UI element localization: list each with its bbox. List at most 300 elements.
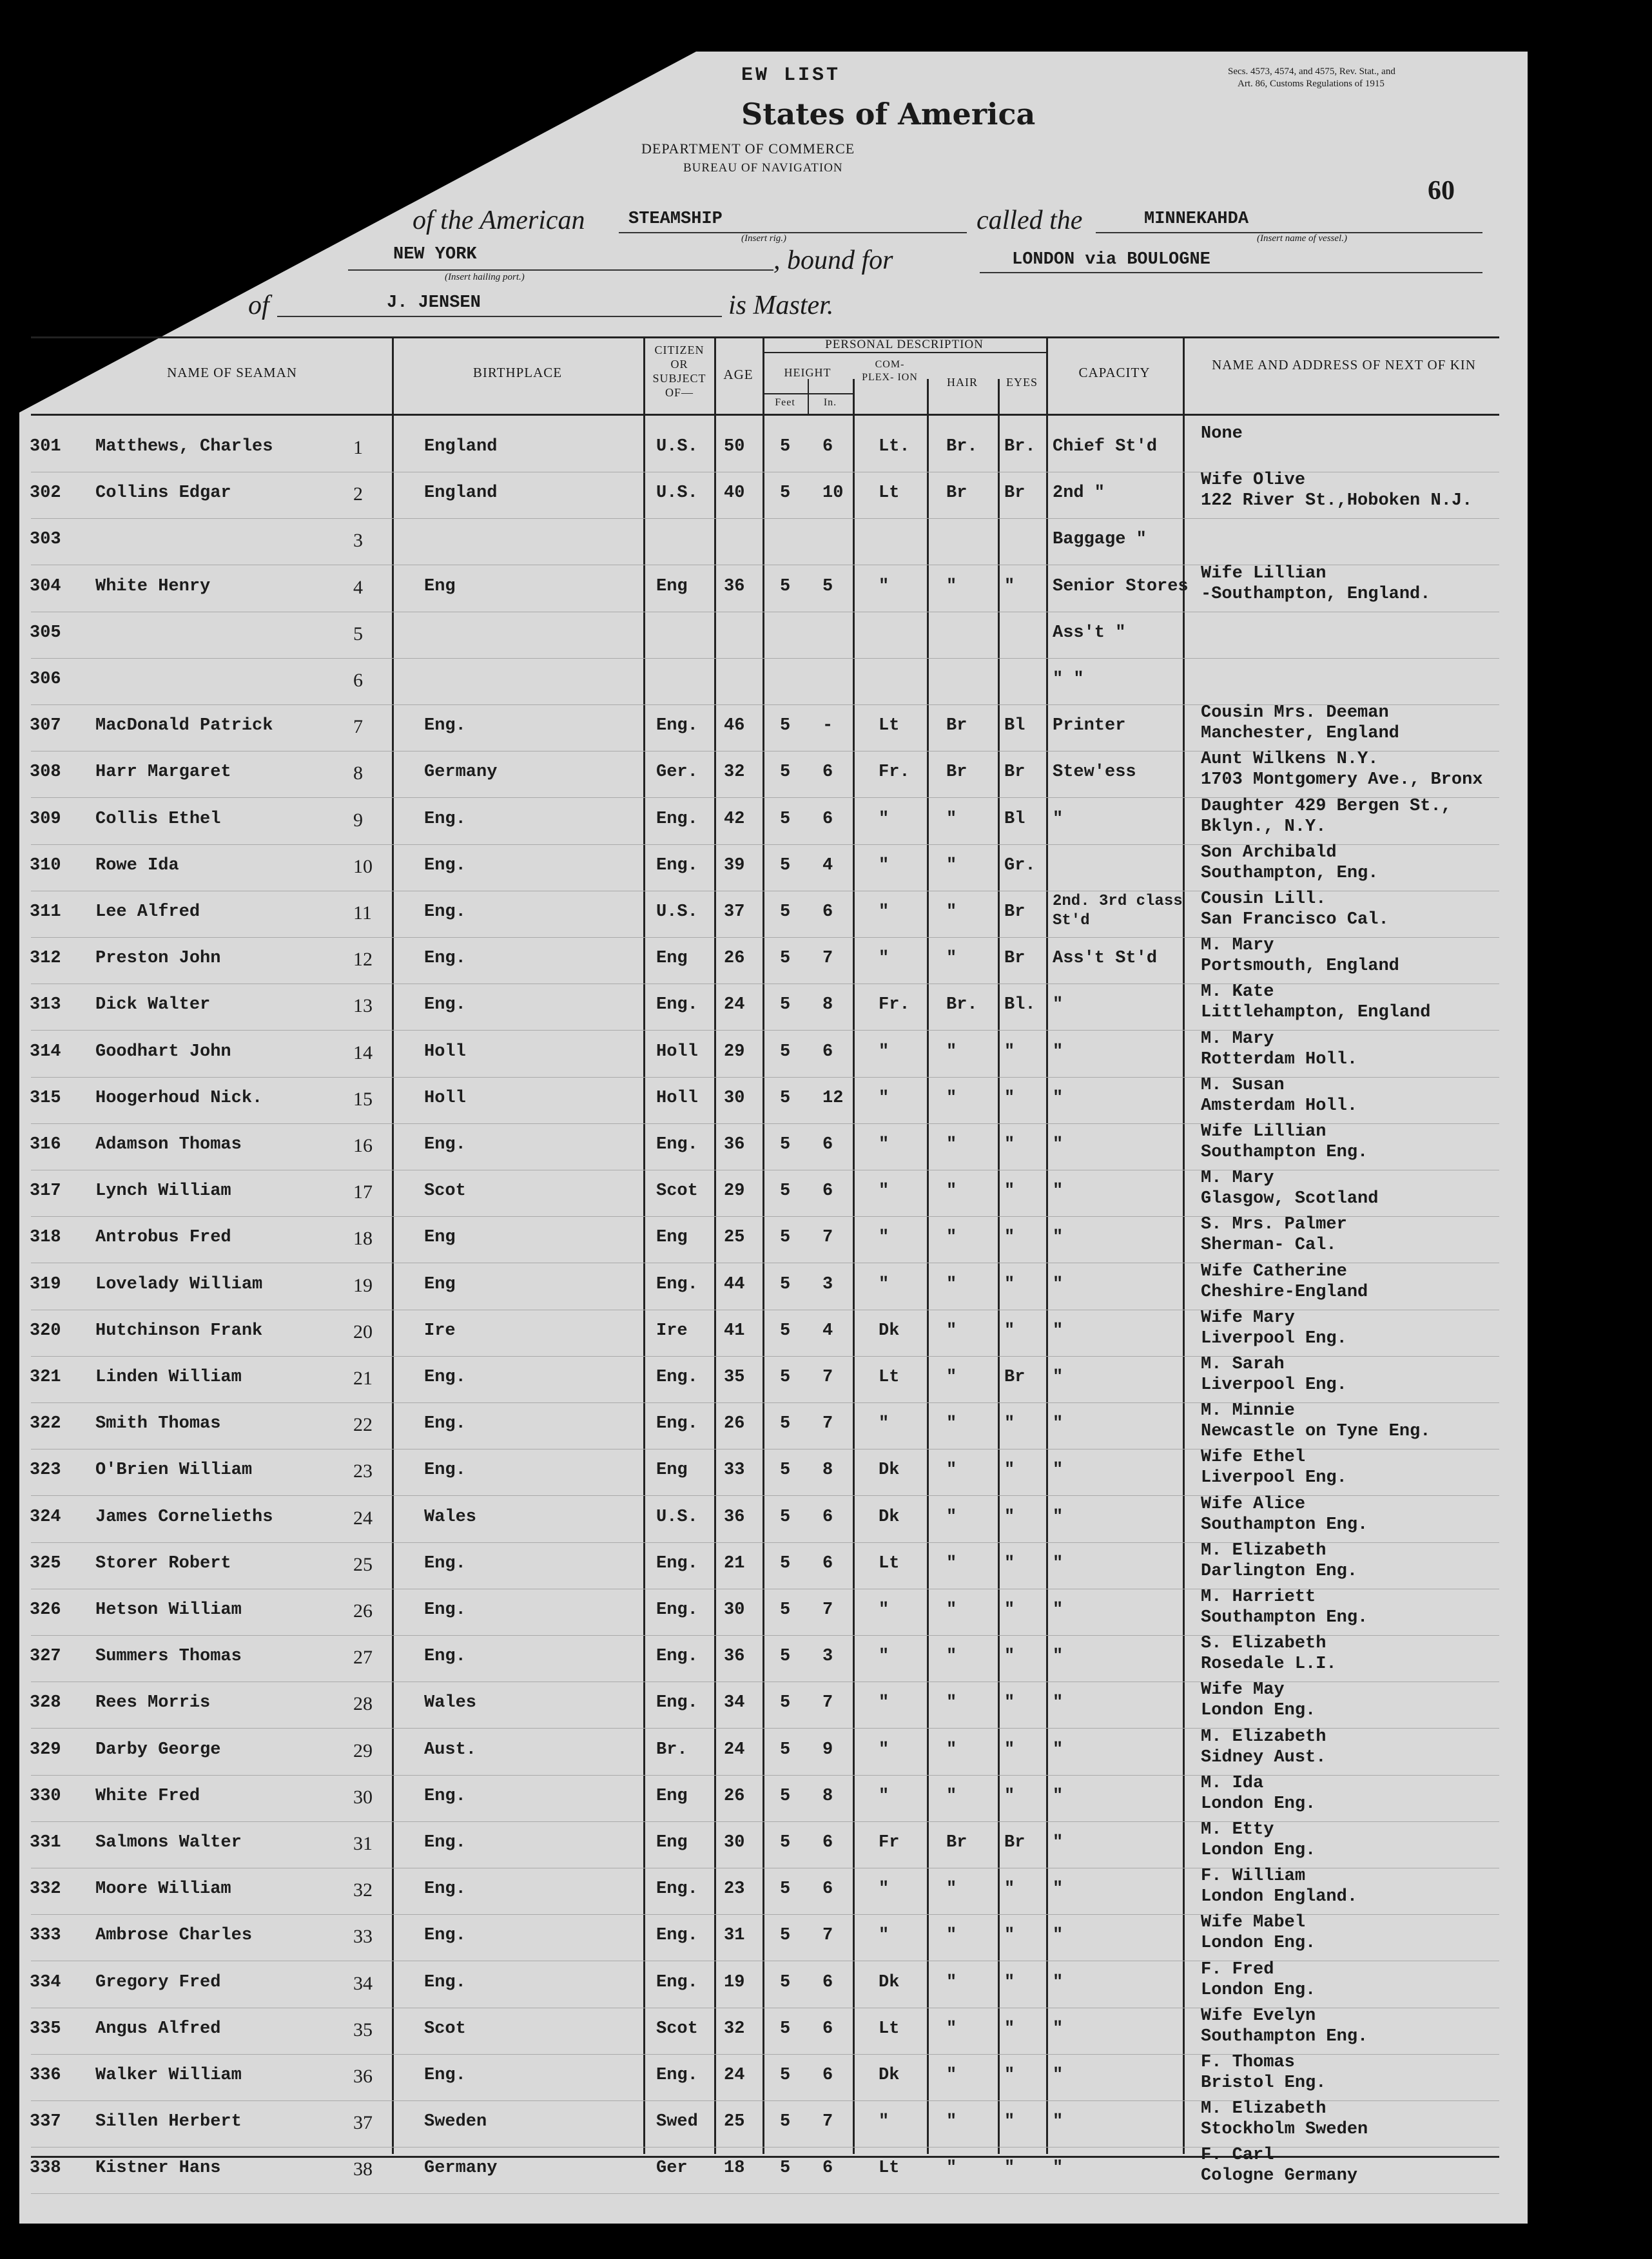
cell-kin-name: Cousin Mrs. Deeman xyxy=(1201,703,1389,723)
cell-num: 335 xyxy=(30,2019,61,2039)
cell-hair: " xyxy=(946,1228,957,1248)
cell-birth: Eng. xyxy=(424,1879,466,1899)
cell-hair: " xyxy=(946,1647,957,1667)
cell-line: 2 xyxy=(353,483,363,505)
cell-line: 7 xyxy=(353,716,363,738)
cell-eyes: Br xyxy=(1004,1368,1025,1387)
table-row xyxy=(31,1356,1499,1403)
cell-hair: " xyxy=(946,2158,957,2178)
hailing-hint: (Insert hailing port.) xyxy=(445,272,525,282)
cell-comp: " xyxy=(879,1693,889,1713)
cell-eyes: Br xyxy=(1004,949,1025,969)
cell-cit: Eng xyxy=(656,576,688,596)
cell-cap: " xyxy=(1053,2019,1064,2039)
cell-hair: " xyxy=(946,1274,957,1294)
cell-hair: " xyxy=(946,1414,957,1434)
cell-in: - xyxy=(822,716,833,736)
cell-hair: Br. xyxy=(946,995,978,1015)
cell-kin-address: Bristol Eng. xyxy=(1201,2073,1326,2093)
cell-age: 39 xyxy=(724,855,745,875)
cell-name: Adamson Thomas xyxy=(95,1135,242,1154)
cell-cit: Eng. xyxy=(656,2066,698,2085)
table-row xyxy=(31,1682,1499,1729)
cell-kin-address: London Eng. xyxy=(1201,1794,1316,1814)
cell-age: 19 xyxy=(724,1972,745,1992)
cell-cap: " xyxy=(1053,1321,1064,1341)
cell-in: 7 xyxy=(822,1693,833,1713)
cell-kin-address: Cheshire-England xyxy=(1201,1282,1368,1302)
cell-cit: Eng. xyxy=(656,1135,698,1154)
cell-comp: Lt xyxy=(879,716,900,736)
table-row xyxy=(31,1821,1499,1868)
cell-cit: Eng. xyxy=(656,1600,698,1620)
cell-cit: Eng xyxy=(656,1228,688,1248)
cell-in: 7 xyxy=(822,2112,833,2132)
table-row xyxy=(31,891,1499,938)
cell-eyes: " xyxy=(1004,1879,1015,1899)
cell-num: 313 xyxy=(30,995,61,1015)
cell-ft: 5 xyxy=(780,1600,791,1620)
cell-cit: Eng. xyxy=(656,1693,698,1713)
cell-line: 32 xyxy=(353,1879,373,1901)
cell-line: 27 xyxy=(353,1647,373,1669)
table-row xyxy=(31,612,1499,659)
cell-cap: " xyxy=(1053,1879,1064,1899)
cell-ft: 5 xyxy=(780,716,791,736)
cell-name: White Fred xyxy=(95,1786,200,1806)
table-row xyxy=(31,1402,1499,1449)
cell-cap: " xyxy=(1053,1926,1064,1946)
cell-age: 30 xyxy=(724,1088,745,1108)
cell-kin-name: F. Thomas xyxy=(1201,2053,1295,2072)
cell-hair: " xyxy=(946,949,957,969)
cell-cit: Eng xyxy=(656,1786,688,1806)
cell-hair: " xyxy=(946,1507,957,1527)
cell-kin-address: Amsterdam Holl. xyxy=(1201,1096,1358,1116)
cell-cap: " xyxy=(1053,2158,1064,2178)
cell-num: 301 xyxy=(30,437,61,456)
cell-birth: Eng. xyxy=(424,1926,466,1946)
cell-cit: Swed xyxy=(656,2112,698,2132)
cell-birth: England xyxy=(424,483,498,503)
cell-kin-name: M. Etty xyxy=(1201,1820,1274,1839)
cell-age: 34 xyxy=(724,1693,745,1713)
department-heading: DEPARTMENT OF COMMERCE xyxy=(641,141,855,157)
cell-birth: Aust. xyxy=(424,1740,477,1760)
table-row xyxy=(31,1868,1499,1915)
cell-ft: 5 xyxy=(780,1368,791,1387)
cell-name: MacDonald Patrick xyxy=(95,716,273,736)
cell-comp: Lt xyxy=(879,2019,900,2039)
cell-eyes: " xyxy=(1004,1926,1015,1946)
cell-num: 337 xyxy=(30,2112,61,2132)
cell-ft: 5 xyxy=(780,2158,791,2178)
cell-in: 7 xyxy=(822,1228,833,1248)
cell-kin-name: M. Mary xyxy=(1201,1168,1274,1188)
cell-comp: " xyxy=(879,1926,889,1946)
cell-line: 13 xyxy=(353,995,373,1017)
table-row xyxy=(31,472,1499,519)
table-row xyxy=(31,1496,1499,1543)
cell-kin-address: Bklyn., N.Y. xyxy=(1201,817,1326,837)
cell-age: 36 xyxy=(724,1135,745,1154)
cell-in: 7 xyxy=(822,1368,833,1387)
cell-birth: Eng. xyxy=(424,1833,466,1852)
cell-ft: 5 xyxy=(780,1879,791,1899)
cell-num: 311 xyxy=(30,902,61,922)
cell-cit: U.S. xyxy=(656,437,698,456)
cell-name: Angus Alfred xyxy=(95,2019,221,2039)
table-row xyxy=(31,1031,1499,1078)
cell-in: 6 xyxy=(822,1972,833,1992)
cell-birth: Eng. xyxy=(424,1786,466,1806)
col-citizen: CITIZEN OR SUBJECT OF— xyxy=(652,344,706,399)
cell-hair: Br. xyxy=(946,437,978,456)
cell-in: 12 xyxy=(822,1088,844,1108)
cell-age: 32 xyxy=(724,2019,745,2039)
cell-eyes: " xyxy=(1004,1693,1015,1713)
cell-num: 324 xyxy=(30,1507,61,1527)
cell-name: Preston John xyxy=(95,949,221,969)
cell-birth: Eng. xyxy=(424,809,466,829)
cell-line: 21 xyxy=(353,1368,373,1389)
cell-cit: Eng. xyxy=(656,716,698,736)
cell-eyes: " xyxy=(1004,2158,1015,2178)
cell-eyes: Br xyxy=(1004,902,1025,922)
cell-name: Lynch William xyxy=(95,1181,231,1201)
cell-kin-address: 122 River St.,Hoboken N.J. xyxy=(1201,491,1473,511)
cell-comp: Fr. xyxy=(879,762,910,782)
cell-num: 334 xyxy=(30,1972,61,1992)
cell-ft: 5 xyxy=(780,1274,791,1294)
cell-cap: " xyxy=(1053,1274,1064,1294)
cell-birth: Scot xyxy=(424,2019,466,2039)
cell-ft: 5 xyxy=(780,483,791,503)
cell-hair: " xyxy=(946,1321,957,1341)
cell-hair: " xyxy=(946,1088,957,1108)
cell-line: 14 xyxy=(353,1042,373,1063)
cell-eyes: " xyxy=(1004,1088,1015,1108)
cell-name: Lovelady William xyxy=(95,1274,263,1294)
cell-num: 319 xyxy=(30,1274,61,1294)
cell-name: Rowe Ida xyxy=(95,855,179,875)
cell-line: 18 xyxy=(353,1228,373,1250)
cell-cap: " xyxy=(1053,1600,1064,1620)
cell-eyes: " xyxy=(1004,2019,1015,2039)
cell-num: 304 xyxy=(30,576,61,596)
cell-num: 315 xyxy=(30,1088,61,1108)
table-row xyxy=(31,1914,1499,1961)
cell-kin-name: S. Elizabeth xyxy=(1201,1634,1326,1654)
cell-kin-name: F. Fred xyxy=(1201,1959,1274,1979)
cell-eyes: Br xyxy=(1004,483,1025,503)
cell-line: 6 xyxy=(353,670,363,691)
cell-ft: 5 xyxy=(780,1786,791,1806)
cell-birth: Ire xyxy=(424,1321,456,1341)
cell-comp: Lt xyxy=(879,1368,900,1387)
cell-name: Dick Walter xyxy=(95,995,211,1015)
cell-cap: " xyxy=(1053,1042,1064,1062)
cell-num: 308 xyxy=(30,762,61,782)
cell-comp: " xyxy=(879,1879,889,1899)
cell-line: 8 xyxy=(353,762,363,784)
cell-cit: Holl xyxy=(656,1042,698,1062)
col-birthplace: BIRTHPLACE xyxy=(472,365,563,380)
cell-kin-name: Wife Lillian xyxy=(1201,563,1326,583)
cell-cit: Eng. xyxy=(656,1274,698,1294)
cell-cap: " xyxy=(1053,2066,1064,2085)
cell-comp: Dk xyxy=(879,1460,900,1480)
cell-line: 25 xyxy=(353,1553,373,1575)
cell-age: 31 xyxy=(724,1926,745,1946)
cell-kin-name: M. Mary xyxy=(1201,1029,1274,1049)
cell-name: Rees Morris xyxy=(95,1693,211,1713)
cell-in: 6 xyxy=(822,1042,833,1062)
cell-kin-name: M. Ida xyxy=(1201,1773,1264,1793)
cell-num: 326 xyxy=(30,1600,61,1620)
cell-comp: Lt xyxy=(879,2158,900,2178)
cell-num: 320 xyxy=(30,1321,61,1341)
cell-hair: Br xyxy=(946,716,967,736)
cell-cit: U.S. xyxy=(656,1507,698,1527)
cell-age: 35 xyxy=(724,1368,745,1387)
cell-hair: Br xyxy=(946,483,967,503)
cell-hair: " xyxy=(946,576,957,596)
cell-age: 44 xyxy=(724,1274,745,1294)
cell-birth: Eng. xyxy=(424,949,466,969)
cell-in: 6 xyxy=(822,902,833,922)
cell-comp: " xyxy=(879,1274,889,1294)
cell-comp: " xyxy=(879,809,889,829)
cell-eyes: Gr. xyxy=(1004,855,1036,875)
cell-kin-address: Southampton Eng. xyxy=(1201,2026,1368,2046)
cell-hair: " xyxy=(946,1879,957,1899)
table-row xyxy=(31,1775,1499,1822)
cell-in: 4 xyxy=(822,855,833,875)
cell-ft: 5 xyxy=(780,576,791,596)
cell-line: 36 xyxy=(353,2066,373,2087)
cell-line: 35 xyxy=(353,2019,373,2041)
cell-comp: Lt xyxy=(879,1553,900,1573)
cell-cit: Scot xyxy=(656,1181,698,1201)
cell-line: 16 xyxy=(353,1135,373,1156)
cell-comp: " xyxy=(879,855,889,875)
cell-eyes: Br xyxy=(1004,1833,1025,1852)
cell-in: 4 xyxy=(822,1321,833,1341)
cell-age: 24 xyxy=(724,1740,745,1760)
is-master-label: is Master. xyxy=(728,291,834,320)
cell-kin-name: M. Harriett xyxy=(1201,1587,1316,1607)
cell-kin-name: Wife Evelyn xyxy=(1201,2006,1316,2026)
cell-line: 9 xyxy=(353,809,363,831)
table-row xyxy=(31,518,1499,565)
cell-kin-name: Wife Catherine xyxy=(1201,1261,1347,1281)
cell-age: 26 xyxy=(724,949,745,969)
cell-ft: 5 xyxy=(780,1972,791,1992)
cell-ft: 5 xyxy=(780,762,791,782)
cell-line: 17 xyxy=(353,1181,373,1203)
cell-cit: Eng. xyxy=(656,809,698,829)
cell-age: 26 xyxy=(724,1414,745,1434)
cell-age: 30 xyxy=(724,1600,745,1620)
cell-kin-address: Littlehampton, England xyxy=(1201,1003,1431,1023)
cell-eyes: " xyxy=(1004,1647,1015,1667)
col-name-of-seaman: NAME OF SEAMAN xyxy=(167,365,297,380)
cell-cap: " xyxy=(1053,1507,1064,1527)
of-the-american-label: of the American xyxy=(413,206,585,235)
cell-eyes: Bl. xyxy=(1004,995,1036,1015)
cell-kin-name: Daughter 429 Bergen St., xyxy=(1201,796,1452,816)
hailing-port: NEW YORK xyxy=(393,245,477,264)
table-row xyxy=(31,1542,1499,1589)
cell-birth: Holl xyxy=(424,1088,466,1108)
cell-eyes: " xyxy=(1004,1786,1015,1806)
cell-age: 42 xyxy=(724,809,745,829)
cell-kin-address: Newcastle on Tyne Eng. xyxy=(1201,1422,1431,1442)
cell-birth: Sweden xyxy=(424,2112,487,2132)
cell-comp: Fr. xyxy=(879,995,910,1015)
cell-in: 7 xyxy=(822,949,833,969)
cell-age: 25 xyxy=(724,2112,745,2132)
table-row xyxy=(31,937,1499,984)
cell-eyes: " xyxy=(1004,1740,1015,1760)
cell-num: 325 xyxy=(30,1553,61,1573)
cell-hair: " xyxy=(946,1181,957,1201)
cell-in: 6 xyxy=(822,1553,833,1573)
table-row xyxy=(31,2100,1499,2148)
cell-in: 3 xyxy=(822,1647,833,1667)
statute-reference: Secs. 4573, 4574, and 4575, Rev. Stat., and xyxy=(1228,66,1395,77)
cell-num: 302 xyxy=(30,483,61,503)
cell-ft: 5 xyxy=(780,902,791,922)
cell-in: 6 xyxy=(822,2158,833,2178)
cell-line: 24 xyxy=(353,1507,373,1529)
cell-cap: " xyxy=(1053,1228,1064,1248)
cell-cap: " xyxy=(1053,1088,1064,1108)
cell-hair: " xyxy=(946,1042,957,1062)
cell-hair: " xyxy=(946,855,957,875)
cell-birth: Eng. xyxy=(424,1460,466,1480)
cell-ft: 5 xyxy=(780,1460,791,1480)
cell-birth: Eng. xyxy=(424,1972,466,1992)
cell-age: 41 xyxy=(724,1321,745,1341)
cell-num: 336 xyxy=(30,2066,61,2085)
cell-num: 318 xyxy=(30,1228,61,1248)
cell-age: 36 xyxy=(724,576,745,596)
cell-birth: Wales xyxy=(424,1693,477,1713)
cell-eyes: " xyxy=(1004,1228,1015,1248)
cell-name: Walker William xyxy=(95,2066,242,2085)
bureau-heading: BUREAU OF NAVIGATION xyxy=(683,161,843,175)
cell-in: 7 xyxy=(822,1600,833,1620)
cell-birth: Eng. xyxy=(424,1135,466,1154)
cell-ft: 5 xyxy=(780,995,791,1015)
cell-age: 29 xyxy=(724,1181,745,1201)
cell-birth: Eng. xyxy=(424,995,466,1015)
cell-hair: " xyxy=(946,1740,957,1760)
cell-hair: " xyxy=(946,1693,957,1713)
cell-age: 21 xyxy=(724,1553,745,1573)
cell-cit: Eng. xyxy=(656,1368,698,1387)
cell-ft: 5 xyxy=(780,2112,791,2132)
called-the-label: called the xyxy=(977,206,1083,235)
cell-num: 309 xyxy=(30,809,61,829)
cell-comp: " xyxy=(879,1042,889,1062)
cell-name: Darby George xyxy=(95,1740,221,1760)
cell-ft: 5 xyxy=(780,1507,791,1527)
cell-cit: Scot xyxy=(656,2019,698,2039)
cell-cap: Chief St'd xyxy=(1053,437,1158,456)
cell-cap: Ass't St'd xyxy=(1053,949,1158,969)
cell-birth: Eng. xyxy=(424,1647,466,1667)
table-row xyxy=(31,2054,1499,2101)
cell-kin-address: London Eng. xyxy=(1201,1841,1316,1860)
vessel-hint: (Insert name of vessel.) xyxy=(1257,233,1347,244)
cell-hair: " xyxy=(946,1600,957,1620)
cell-eyes: Bl xyxy=(1004,809,1025,829)
cell-kin-address: Manchester, England xyxy=(1201,724,1399,744)
cell-hair: " xyxy=(946,809,957,829)
cell-age: 25 xyxy=(724,1228,745,1248)
cell-hair: " xyxy=(946,902,957,922)
cell-hair: Br xyxy=(946,762,967,782)
cell-comp: " xyxy=(879,1135,889,1154)
cell-name: Lee Alfred xyxy=(95,902,200,922)
cell-cit: Eng. xyxy=(656,995,698,1015)
cell-cit: Eng. xyxy=(656,1647,698,1667)
cell-birth: Eng. xyxy=(424,855,466,875)
cell-cap: " xyxy=(1053,2112,1064,2132)
cell-comp: " xyxy=(879,1088,889,1108)
statute-reference-2: Art. 86, Customs Regulations of 1915 xyxy=(1238,79,1385,89)
cell-cap: " xyxy=(1053,1553,1064,1573)
cell-cit: Eng. xyxy=(656,1879,698,1899)
of-label: of xyxy=(248,291,269,320)
cell-cap: 2nd. 3rd class St'd xyxy=(1053,893,1183,929)
cell-age: 26 xyxy=(724,1786,745,1806)
cell-eyes: " xyxy=(1004,1321,1015,1341)
cell-hair: " xyxy=(946,2019,957,2039)
cell-kin-address: Sidney Aust. xyxy=(1201,1747,1326,1767)
cell-hair: " xyxy=(946,1135,957,1154)
cell-in: 6 xyxy=(822,437,833,456)
cell-line: 1 xyxy=(353,437,363,458)
cell-num: 331 xyxy=(30,1833,61,1852)
cell-cit: U.S. xyxy=(656,483,698,503)
cell-kin-address: Southampton Eng. xyxy=(1201,1143,1368,1162)
cell-hair: Br xyxy=(946,1833,967,1852)
cell-eyes: " xyxy=(1004,1972,1015,1992)
cell-comp: " xyxy=(879,1414,889,1434)
cell-kin-name: M. Kate xyxy=(1201,982,1274,1002)
cell-line: 34 xyxy=(353,1972,373,1994)
cell-eyes: " xyxy=(1004,1181,1015,1201)
cell-comp: " xyxy=(879,1228,889,1248)
cell-kin-address: Sherman- Cal. xyxy=(1201,1236,1337,1256)
cell-eyes: " xyxy=(1004,1135,1015,1154)
cell-line: 4 xyxy=(353,576,363,598)
cell-cap: Baggage " xyxy=(1053,530,1147,550)
cell-num: 317 xyxy=(30,1181,61,1201)
cell-birth: Eng. xyxy=(424,1553,466,1573)
table-row xyxy=(31,1310,1499,1357)
cell-kin-name: Wife Ethel xyxy=(1201,1448,1306,1468)
cell-eyes: " xyxy=(1004,2112,1015,2132)
cell-birth: Holl xyxy=(424,1042,466,1062)
cell-ft: 5 xyxy=(780,855,791,875)
cell-line: 11 xyxy=(353,902,372,924)
cell-eyes: Br xyxy=(1004,762,1025,782)
